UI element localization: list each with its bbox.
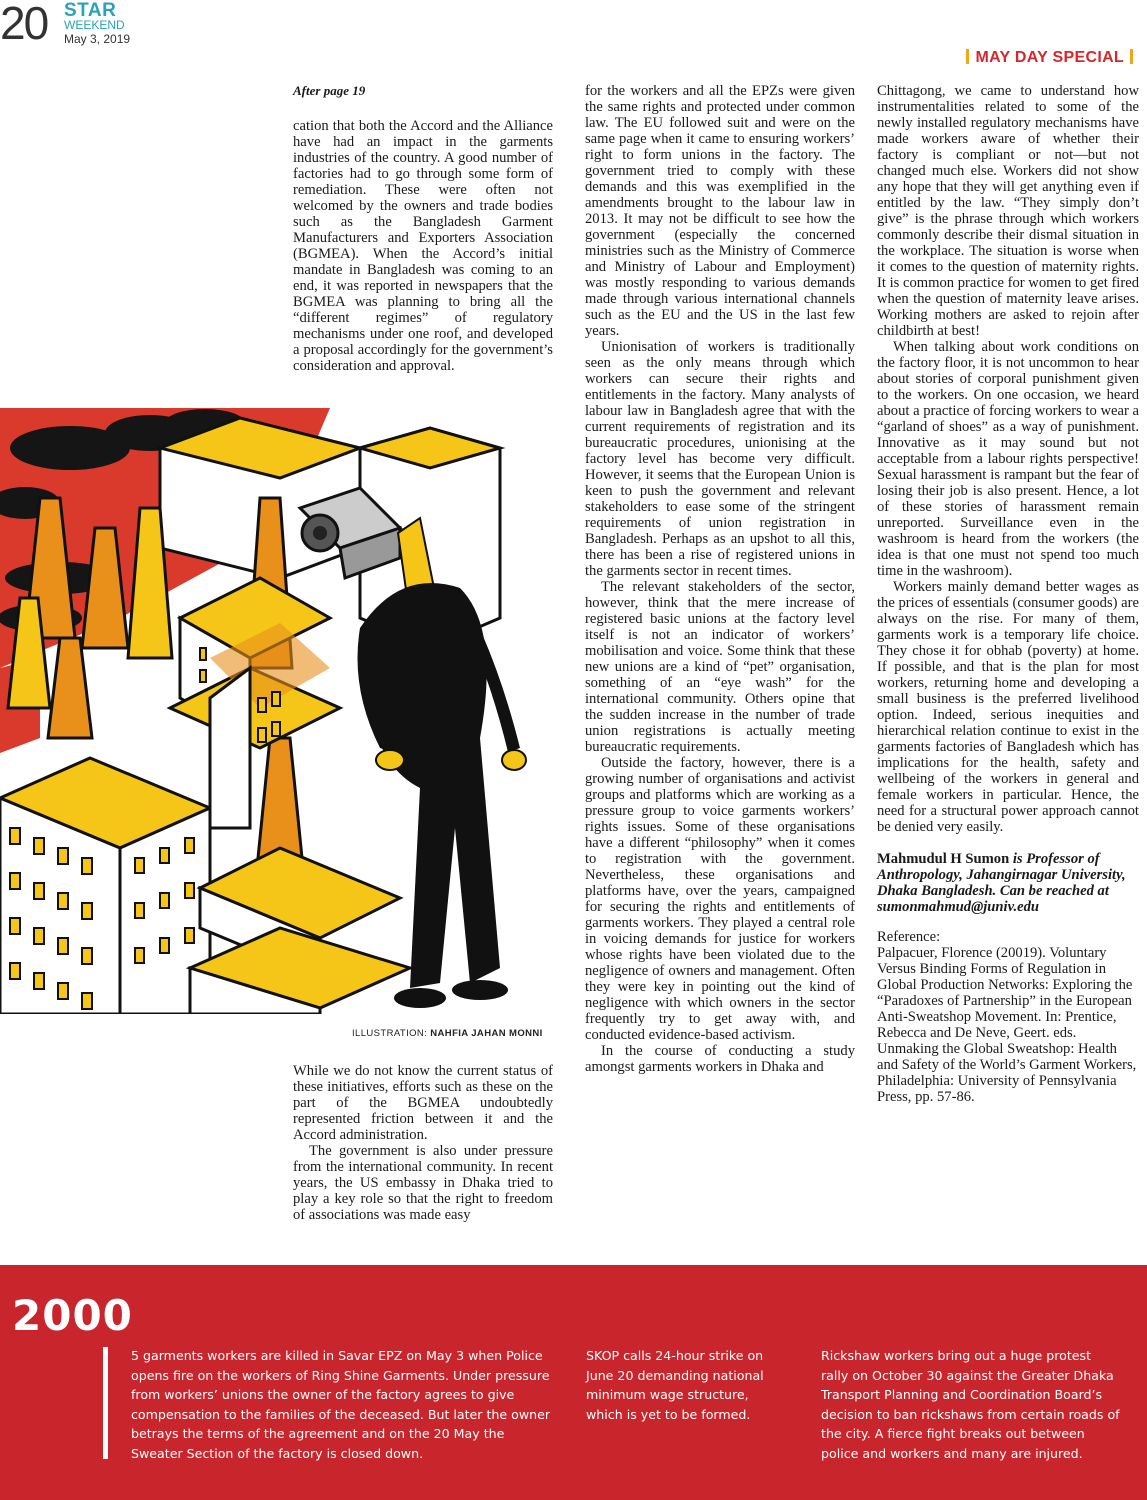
continued-from: After page 19 [293, 83, 366, 98]
timeline-event: 5 garments workers are killed in Savar EPZ on May 3 when Police opens fire on the workers of Ring Shine Garments. Under pressure from workers’ unions the owner of the factory agrees to give compensation to the families of the deceased. But later the owner betrays the terms of the agreement and on the 20 May the Sweater Section of the factory is closed down. [131, 1348, 551, 1461]
paragraph: Outside the factory, however, there is a growing number of organisations and activist groups and platforms which are working as a pressure group to voice garments workers’ rights issues. Some of these organisations have a different “philosophy” when it comes to registration with the government. Nevertheless, these organisations and platforms have, over the years, campaigned for securing the rights and entitlements of garments workers. They played a central role in voicing demands for justice for workers whose rights have been violated due to the negligence of owners and management. Often they were key in pointing out the kind of negligence with which owners in the sector frequently try to get away with, and conducted evidence-based activism. [585, 755, 855, 1043]
author-byline [877, 851, 1139, 915]
brand-subtitle: WEEKEND [64, 18, 125, 32]
author-name: Mahmudul H Sumon [877, 851, 1010, 867]
illustration [0, 408, 562, 1014]
paragraph: Workers mainly demand better wages as the prices of essentials (consumer goods) are always on the rise. For many of them, garments work is a temporary life choice. They chose it for obhab (poverty) at home. If possible, and that is the plan for most workers, returning home and developing a small business is the preferred livelihood option. Indeed, serious inequities and hierarchical relation continue to exist in the garments factories of Bangladesh which has implications for the health, safety and wellbeing of the workers in general and female workers in particular. Hence, the need for a structural power approach cannot be denied very easily. [877, 579, 1139, 835]
brand-name: STAR [64, 0, 117, 21]
article-column-2 [585, 83, 855, 1075]
timeline-event: SKOP calls 24-hour strike on June 20 demanding national minimum wage structure, which is yet to be formed. [586, 1348, 764, 1422]
timeline-rule [103, 1347, 108, 1459]
illustration-credit [352, 1028, 543, 1039]
paragraph: In the course of conducting a study amongst garments workers in Dhaka and [585, 1043, 855, 1075]
paragraph: The relevant stakeholders of the sector, however, think that the mere increase of registered basic unions at the factory level itself is not an indicator of workers’ mobilisation and voice. Some think that these new unions are a kind of “pet” organisation, something of an “eye wash” for the international community. Others opine that the sudden increase in the number of trade union registrations is actually meeting bureaucratic requirements. [585, 579, 855, 755]
article-column-1-bottom [293, 1063, 553, 1223]
paragraph: for the workers and all the EPZs were given the same rights and protected under common law. The EU followed suit and were on the same page when it came to ensuring workers’ right to form unions in the factory. The government tried to comply with these demands and this was exemplified in the amendments brought to the labour law in 2013. It may not be difficult to see how the government (especially the concerned ministries such as the Ministry of Commerce and Ministry of Labour and Employment) was mostly responding to various demands made through various international channels such as the EU and the US in the last few years. [585, 83, 855, 339]
reference-heading: Reference: [877, 929, 941, 945]
paragraph: When talking about work conditions on the factory floor, it is not uncommon to hear about stories of corporal punishment given to the workers. On one occasion, we heard about a practice of forcing workers to wear a “garland of shoes” as a way of punishment. Innovative as it may sound but not acceptable from a labour rights perspective! Sexual harassment is rampant but the fear of losing their job is also present. Hence, a lot of these stories of harassment remain unreported. Surveillance even in the washroom is heard from the workers (the idea is that one must not spend too much time in the washroom). [877, 339, 1139, 579]
issue-date: May 3, 2019 [64, 32, 131, 46]
credit-label: ILLUSTRATION: [352, 1028, 428, 1039]
section-bar-left [966, 49, 969, 64]
section-bar-right [1130, 49, 1133, 64]
section-title: MAY DAY SPECIAL [975, 49, 1124, 66]
reference-entry: Palpacuer, Florence (20019). Voluntary Versus Binding Forms of Regulation in Global Production Networks: Exploring the “Paradoxes of Partnership” in the European Anti-Sweatshop Movement. In: Prentice, Rebecca and De Neve, Geert. eds. Unmaking the Global Sweatshop: Health and Safety of the World’s Garment Workers, Philadelphia: University of Pennsylvania Press, pp. 57-86. [877, 945, 1137, 1105]
masthead-logo [64, 1, 130, 45]
section-label [960, 49, 1139, 67]
author-bio: is Professor of Anthropology, Jahangirnagar University, Dhaka Bangladesh. Can be reached at sumonmahmud@juniv.edu [877, 851, 1126, 915]
page-number: 20 [0, 0, 48, 49]
timeline-year: 2000 [12, 1291, 133, 1340]
paragraph: Unionisation of workers is traditionally seen as the only means through which workers can secure their rights and entitlements in the factory. Many analysts of labour law in Bangladesh agree that with the current requirements of registration and its bureaucratic procedures, unionising at the factory level has become very difficult. However, it seems that the European Union is keen to push the government and relevant stakeholders to ease some of the stringent requirements of union registration in Bangladesh. Perhaps as an upshot to all this, there has been a rise of registered unions in the garments sector in recent times. [585, 339, 855, 579]
article-column-3 [877, 83, 1139, 1105]
paragraph: The government is also under pressure from the international community. In recent years, the US embassy in Dhaka tried to play a key role so that the right to freedom of associations was made easy [293, 1143, 553, 1223]
paragraph: cation that both the Accord and the Alliance have had an impact in the garments industries of the country. A good number of factories had to go through some form of remediation. These were often not welcomed by the owners and trade bodies such as the Bangladesh Garment Manufacturers and Exporters Association (BGMEA). When the Accord’s initial mandate in Bangladesh was coming to an end, it was reported in newspapers that the BGMEA was planning to bring all the “different regimes” of regulatory mechanisms under one roof, and developed a proposal accordingly for the government’s consideration and approval. [293, 118, 553, 374]
article-column-1 [293, 118, 553, 374]
timeline-event: Rickshaw workers bring out a huge protest rally on October 30 against the Greater Dhaka Transport Planning and Coordination Board’s decision to ban rickshaws from certain roads of the city. A fierce fight breaks out between police and workers and many are injured. [821, 1348, 1120, 1461]
paragraph: Chittagong, we came to understand how instrumentalities related to some of the newly installed regulatory mechanisms have made workers aware of whether their factory is compliant or not—but not changed much else. Workers did not show any hope that they will get anything even if entitled by the law. “They simply don’t give” is the phrase through which workers commonly describe their dismal situation in the workplace. The situation is worse when it comes to the question of maternity rights. It is common practice for women to get fired when the question of maternity leave arises. Working mothers are asked to rejoin after childbirth at best! [877, 83, 1139, 339]
timeline-band [0, 1265, 1147, 1500]
credit-name: NAHFIA JAHAN MONNI [430, 1028, 543, 1039]
paragraph: While we do not know the current status of these initiatives, efforts such as these on the part of the BGMEA undoubtedly represented friction between it and the Accord administration. [293, 1063, 553, 1143]
